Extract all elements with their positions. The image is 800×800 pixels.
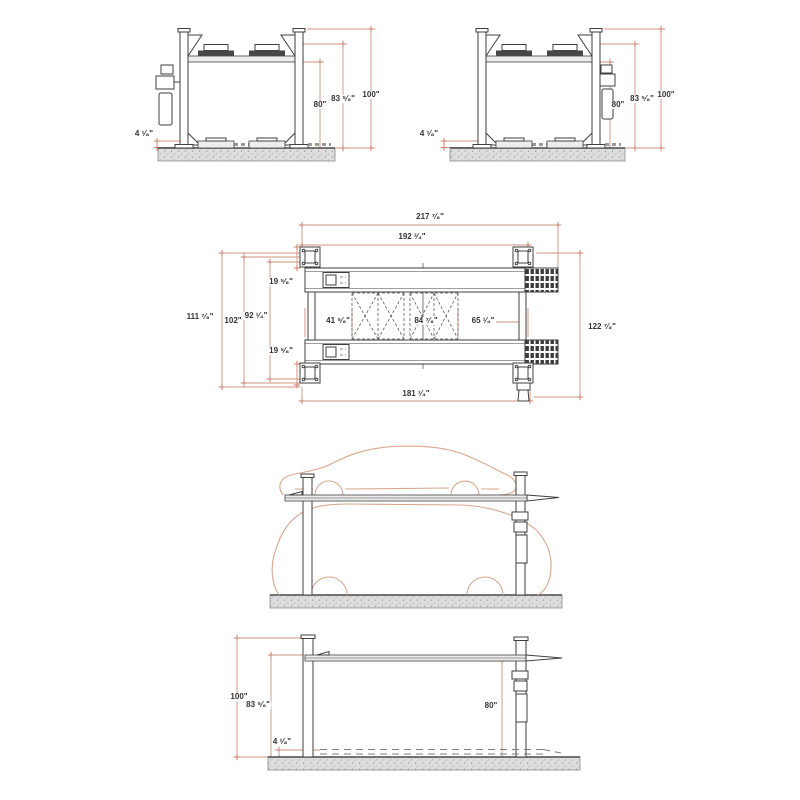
lift-structure <box>175 29 331 149</box>
power-unit <box>600 65 615 119</box>
side-view-elevation <box>225 630 590 780</box>
side-view-elevation-drawing <box>225 630 590 780</box>
dim-width-outer: 102" <box>224 316 242 325</box>
side-view-cars <box>255 425 575 620</box>
lift-structure <box>285 472 559 595</box>
floor-slab <box>158 148 335 161</box>
dim-overall-width-left: 111 ⁷⁄₈" <box>186 312 214 321</box>
power-unit-plan <box>517 383 530 401</box>
dim-runway-offset-top: 19 ⁵⁄₈" <box>269 277 293 286</box>
dim-overall-height: 100" <box>362 90 380 99</box>
lower-car-outline <box>272 504 551 595</box>
lift-structure <box>473 29 621 149</box>
upper-car-outline <box>280 446 516 495</box>
dim-overall-width-right: 122 ⁷⁄₈" <box>588 322 616 331</box>
dim-lowered-height: 4 ¹⁄₈" <box>419 129 439 138</box>
dim-lowered-height: 4 ¹⁄₈" <box>134 129 154 138</box>
dim-lowered-height: 4 ¹⁄₈" <box>272 737 292 746</box>
floor-slab <box>270 595 562 608</box>
power-unit <box>156 65 180 125</box>
dim-overall-length: 217 ⁷⁄₈" <box>416 212 444 221</box>
front-view-left <box>128 12 388 167</box>
dim-rise-height: 80" <box>611 100 625 109</box>
dim-runway-length: 181 ¹⁄₄" <box>402 389 430 398</box>
dim-overall-height: 100" <box>657 90 675 99</box>
dim-rise-height: 80" <box>313 100 327 109</box>
floor-slab <box>268 757 580 770</box>
cross-brace-area <box>352 293 458 339</box>
dim-segment-middle: 84 ⁷⁄₈" <box>414 316 438 325</box>
power-unit <box>512 512 528 563</box>
plan-view <box>140 205 680 415</box>
dim-column-shoulder-height: 83 ⁵⁄₈" <box>246 700 270 709</box>
dim-segment-left: 41 ⁵⁄₈" <box>326 316 350 325</box>
side-view-cars-drawing <box>255 425 575 620</box>
power-unit <box>512 671 528 722</box>
front-view-left-drawing <box>128 12 388 167</box>
dim-runway-offset-bottom: 19 ⁵⁄₈" <box>269 346 293 355</box>
dim-length-inner: 192 ³⁄₄" <box>398 232 426 241</box>
dim-column-shoulder-height: 83 ⁵⁄₈" <box>331 94 355 103</box>
dim-width-inner: 92 ¹⁄₄" <box>244 311 268 320</box>
dim-overall-height: 100" <box>230 692 248 701</box>
dim-column-shoulder-height: 83 ⁵⁄₈" <box>630 94 654 103</box>
front-view-right <box>415 12 700 167</box>
floor-slab <box>450 148 625 161</box>
dim-segment-right: 65 ¹⁄₄" <box>471 316 495 325</box>
dim-rise-height: 80" <box>484 701 498 710</box>
